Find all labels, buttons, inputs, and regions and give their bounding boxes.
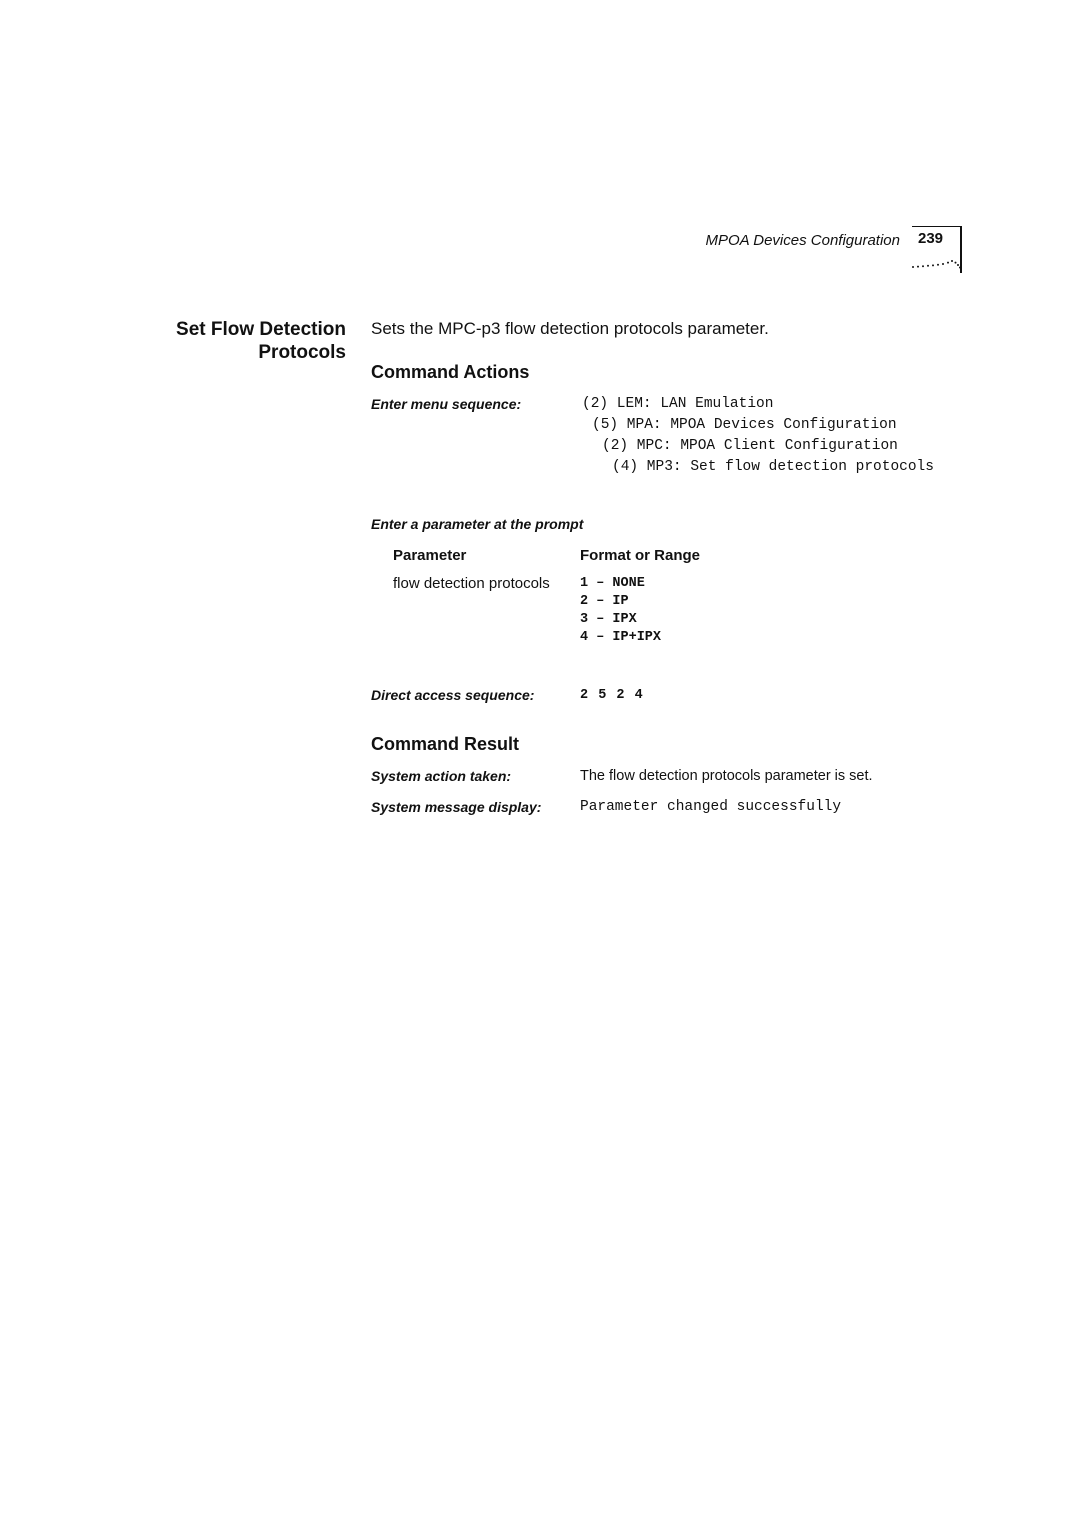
system-action-label: System action taken:	[371, 768, 512, 784]
intro-text: Sets the MPC-p3 flow detection protocols parameter.	[371, 319, 769, 338]
menu-sequence-step-4: (4) MP3: Set flow detection protocols	[612, 459, 934, 475]
system-message-label: System message display:	[371, 799, 542, 815]
dotted-curve-ornament	[910, 254, 964, 274]
side-heading-line1: Set Flow Detection	[176, 319, 346, 340]
parameter-name: flow detection protocols	[393, 575, 550, 592]
parameter-column-header: Parameter	[393, 547, 467, 564]
menu-sequence-step-2: (5) MPA: MPOA Devices Configuration	[592, 417, 897, 433]
section-side-heading	[120, 318, 346, 364]
page-number: 239	[918, 230, 944, 247]
option-ip-ipx: 4 – IP+IPX	[580, 630, 662, 645]
option-ipx: 3 – IPX	[580, 612, 637, 627]
running-header-title: MPOA Devices Configuration	[705, 232, 900, 249]
header-rule	[912, 226, 961, 227]
prompt-label: Enter a parameter at the prompt	[371, 516, 584, 532]
option-none: 1 – NONE	[580, 576, 645, 591]
direct-access-label: Direct access sequence:	[371, 687, 535, 703]
option-ip: 2 – IP	[580, 594, 629, 609]
menu-sequence-step-1: (2) LEM: LAN Emulation	[582, 396, 774, 412]
menu-sequence-step-3: (2) MPC: MPOA Client Configuration	[602, 438, 898, 454]
format-column-header: Format or Range	[580, 547, 701, 564]
direct-access-sequence: 2 5 2 4	[580, 688, 643, 703]
command-actions-heading: Command Actions	[371, 362, 530, 382]
menu-sequence-label: Enter menu sequence:	[371, 396, 522, 412]
side-heading-line2: Protocols	[258, 342, 346, 363]
system-action-text: The flow detection protocols parameter is set.	[580, 768, 873, 784]
system-message-text: Parameter changed successfully	[580, 799, 842, 815]
command-result-heading: Command Result	[371, 734, 520, 754]
